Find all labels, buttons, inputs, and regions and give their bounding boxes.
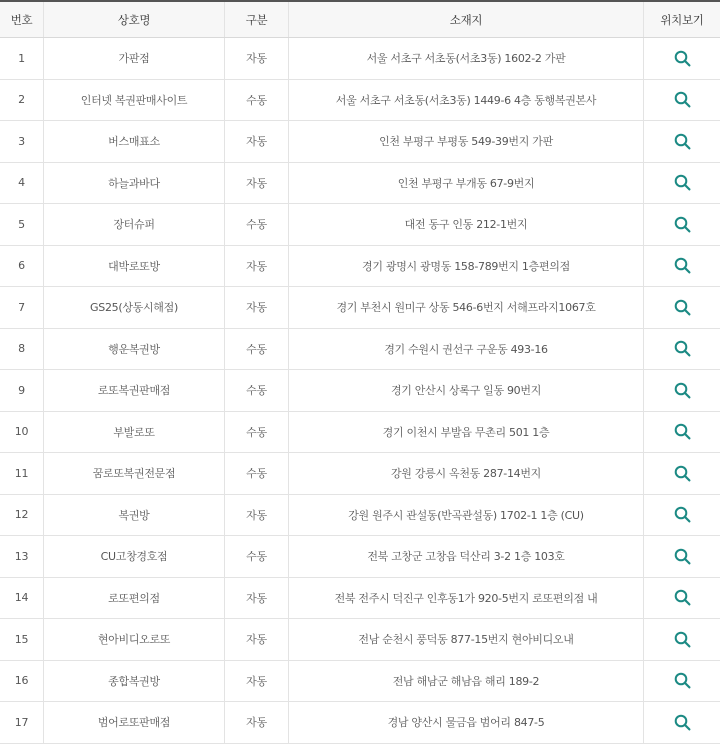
store-type: 수동 [225,370,289,411]
table-row [0,80,720,122]
table-row [0,619,720,661]
view-location-button[interactable] [671,255,693,277]
store-name: 버스매표소 [44,121,225,162]
store-type: 자동 [225,661,289,702]
view-location-cell [644,80,720,121]
view-location-cell [644,370,720,411]
search-icon [674,299,691,316]
store-address: 경기 이천시 부발읍 무촌리 501 1층 [289,412,644,453]
store-name: 부발로또 [44,412,225,453]
search-icon [674,340,691,357]
table-row [0,495,720,537]
view-location-cell [644,661,720,702]
view-location-cell [644,412,720,453]
search-icon [674,91,691,108]
store-name: 로또복권판매점 [44,370,225,411]
store-type: 자동 [225,246,289,287]
store-name: GS25(상동시해점) [44,287,225,328]
table-row [0,38,720,80]
search-icon [674,589,691,606]
search-icon [674,133,691,150]
view-location-cell [644,204,720,245]
search-icon [674,506,691,523]
store-address: 전북 전주시 덕진구 인후동1가 920-5번지 로또편의점 내 [289,578,644,619]
store-name: 로또편의점 [44,578,225,619]
view-location-button[interactable] [671,338,693,360]
store-address: 경기 수원시 권선구 구운동 493-16 [289,329,644,370]
store-type: 수동 [225,204,289,245]
store-name: 장터슈퍼 [44,204,225,245]
row-number: 4 [0,163,44,204]
store-address: 경기 안산시 상록구 일동 90번지 [289,370,644,411]
table-row [0,702,720,744]
store-type: 수동 [225,536,289,577]
store-address: 인천 부평구 부개동 67-9번지 [289,163,644,204]
search-icon [674,216,691,233]
table-row [0,536,720,578]
store-address: 강원 강릉시 옥천동 287-14번지 [289,453,644,494]
store-address: 전남 해남군 해남읍 해리 189-2 [289,661,644,702]
search-icon [674,714,691,731]
header-address: 소재지 [289,2,644,37]
view-location-button[interactable] [671,89,693,111]
store-name: 하늘과바다 [44,163,225,204]
view-location-button[interactable] [671,213,693,235]
view-location-cell [644,329,720,370]
view-location-button[interactable] [671,421,693,443]
view-location-cell [644,287,720,328]
row-number: 1 [0,38,44,79]
view-location-cell [644,163,720,204]
table-row [0,163,720,205]
store-address: 전북 고창군 고창읍 덕산리 3-2 1층 103호 [289,536,644,577]
table-row [0,370,720,412]
view-location-cell [644,578,720,619]
header-number: 번호 [0,2,44,37]
store-address: 강원 원주시 관설동(반곡관설동) 1702-1 1층 (CU) [289,495,644,536]
row-number: 17 [0,702,44,743]
search-icon [674,672,691,689]
view-location-button[interactable] [671,628,693,650]
store-address: 대전 동구 인동 212-1번지 [289,204,644,245]
store-address: 경기 부천시 원미구 상동 546-6번지 서해프라지1067호 [289,287,644,328]
view-location-cell [644,536,720,577]
table-row [0,287,720,329]
search-icon [674,423,691,440]
search-icon [674,382,691,399]
store-type: 자동 [225,38,289,79]
store-type: 자동 [225,495,289,536]
view-location-cell [644,121,720,162]
table-row [0,121,720,163]
store-type: 자동 [225,619,289,660]
table-row [0,329,720,371]
search-icon [674,257,691,274]
store-type: 자동 [225,287,289,328]
store-name: 행운복권방 [44,329,225,370]
table-header [0,2,720,38]
view-location-button[interactable] [671,296,693,318]
view-location-button[interactable] [671,379,693,401]
row-number: 15 [0,619,44,660]
view-location-cell [644,702,720,743]
store-address: 서울 서초구 서초동(서초3동) 1449-6 4층 동행복권본사 [289,80,644,121]
row-number: 14 [0,578,44,619]
view-location-cell [644,38,720,79]
row-number: 3 [0,121,44,162]
search-icon [674,548,691,565]
table-row [0,246,720,288]
row-number: 5 [0,204,44,245]
row-number: 16 [0,661,44,702]
search-icon [674,631,691,648]
store-name: 가판점 [44,38,225,79]
view-location-cell [644,495,720,536]
header-view-location: 위치보기 [660,12,704,27]
store-name: 범어로또판매점 [44,702,225,743]
table-body [0,38,720,744]
store-name: 인터넷 복권판매사이트 [44,80,225,121]
store-name: 복권방 [44,495,225,536]
row-number: 9 [0,370,44,411]
store-type: 수동 [225,412,289,453]
store-address: 인천 부평구 부평동 549-39번지 가판 [289,121,644,162]
table-row [0,204,720,246]
header-store-name: 상호명 [44,2,225,37]
store-type: 수동 [225,453,289,494]
view-location-button[interactable] [671,47,693,69]
view-location-button[interactable] [671,545,693,567]
store-address: 경남 양산시 물금읍 범어리 847-5 [289,702,644,743]
store-address: 전남 순천시 풍덕동 877-15번지 현아비디오내 [289,619,644,660]
row-number: 8 [0,329,44,370]
search-icon [674,174,691,191]
view-location-button[interactable] [671,130,693,152]
row-number: 11 [0,453,44,494]
store-address: 서울 서초구 서초동(서초3동) 1602-2 가판 [289,38,644,79]
row-number: 6 [0,246,44,287]
store-name: 현아비디오로또 [44,619,225,660]
view-location-button[interactable] [671,462,693,484]
table-row [0,578,720,620]
view-location-button[interactable] [671,504,693,526]
search-icon [674,50,691,67]
store-type: 자동 [225,163,289,204]
store-name: 꿈로또복권전문점 [44,453,225,494]
view-location-button[interactable] [671,587,693,609]
view-location-cell [644,453,720,494]
store-name: 대박로또방 [44,246,225,287]
row-number: 12 [0,495,44,536]
row-number: 2 [0,80,44,121]
table-row [0,453,720,495]
row-number: 7 [0,287,44,328]
store-type: 자동 [225,121,289,162]
store-type: 자동 [225,578,289,619]
view-location-cell [644,246,720,287]
row-number: 10 [0,412,44,453]
header-type: 구분 [225,2,289,37]
store-name: CU고창경호점 [44,536,225,577]
view-location-button[interactable] [671,172,693,194]
store-address: 경기 광명시 광명동 158-789번지 1층편의점 [289,246,644,287]
store-name: 종합복권방 [44,661,225,702]
table-row [0,412,720,454]
store-type: 수동 [225,329,289,370]
view-location-button[interactable] [671,670,693,692]
search-icon [674,465,691,482]
store-type: 자동 [225,702,289,743]
view-location-cell [644,619,720,660]
table-row [0,661,720,703]
row-number: 13 [0,536,44,577]
store-type: 수동 [225,80,289,121]
view-location-button[interactable] [671,711,693,733]
